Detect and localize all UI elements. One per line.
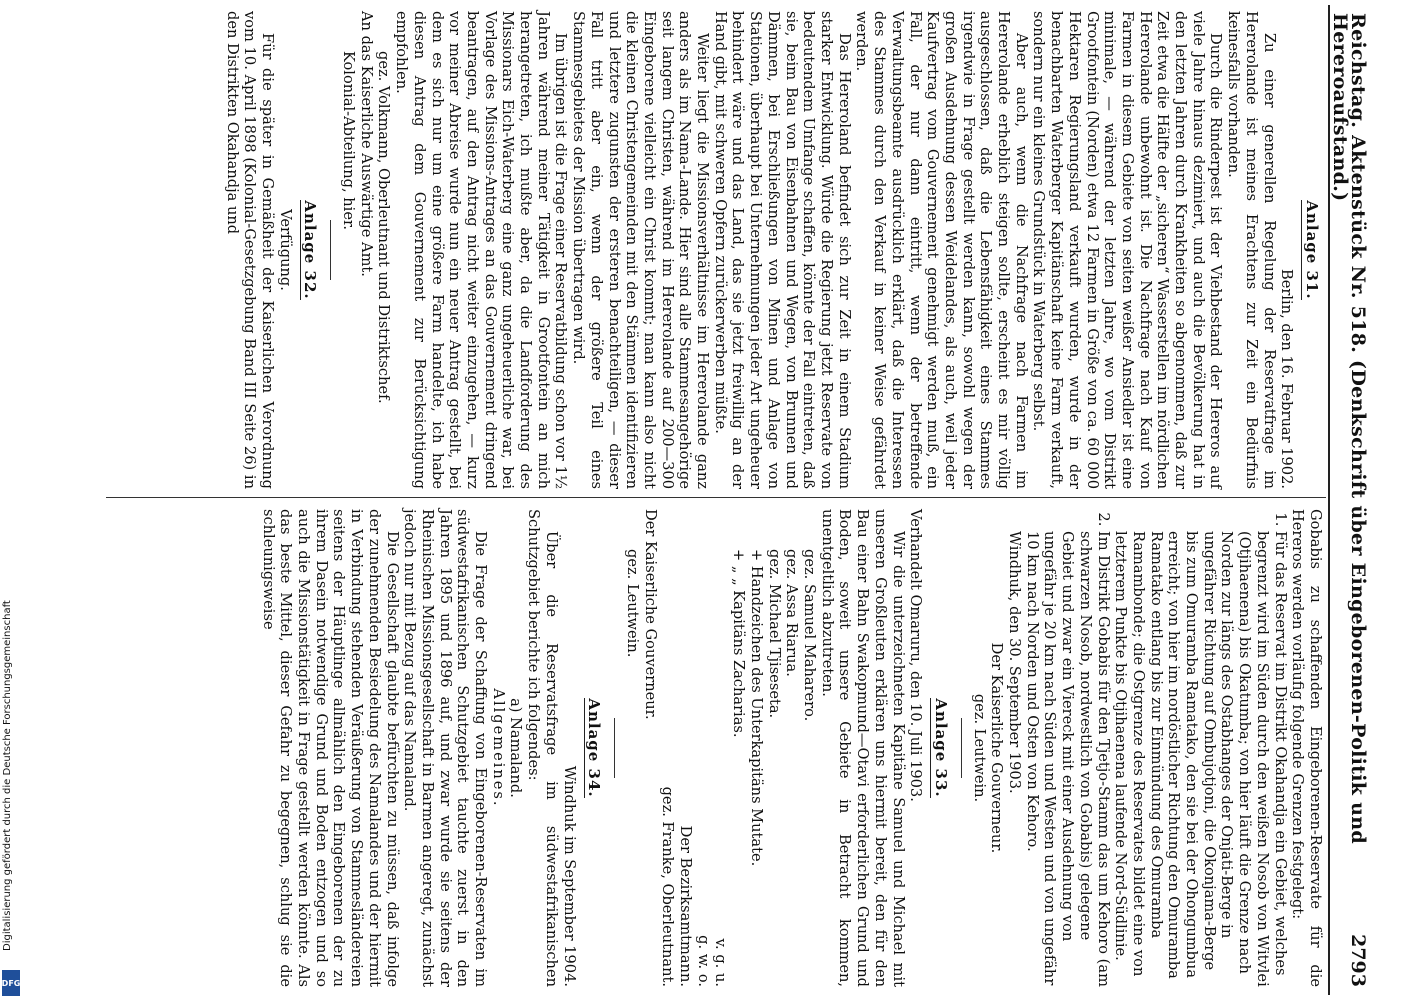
anlage-32-heading: Anlage 32. bbox=[301, 200, 320, 300]
page-header bbox=[1328, 5, 1374, 995]
signature-line: + Handzeichen des Unterkapitäns Mutate. bbox=[747, 549, 765, 867]
signature-line: gez. Samuel Maharero. bbox=[801, 549, 819, 722]
separator bbox=[961, 718, 962, 778]
date-windhuk: Windhuk, den 30. September 1903. bbox=[1006, 531, 1024, 794]
digitalisation-note bbox=[2, 12, 24, 992]
gwo-note: g. w. o. bbox=[694, 935, 712, 987]
signature-leutwein: gez. Leutwein. bbox=[970, 693, 988, 803]
signature-31: gez. Volkmann, Oberleutnant und Distriktschef. bbox=[375, 51, 393, 404]
paragraph: Gobabis zu schaffenden Eingeborenen-Reservate für die Hereros werden vorläufig folgende Grenzen festgelegt: bbox=[1289, 509, 1324, 987]
list-item: 2. Im Distrikt Gobabis für den Tjetjo-Stamm das um Kehoro (am schwarzen Nosob, nordwestlich von Gobabis) gelegene Gebiet und zwar ein Viereck mit einer Ausdehnung von ungefähr je 20 km nach Süden und Westen und von ungefähr 10 km nach Norden und Osten von Kehoro. bbox=[1023, 531, 1112, 987]
signature-line: + „ „ Kapitäns Zacharias. bbox=[730, 549, 748, 738]
bezirksamtmann-title: Der Bezirksamtmann. bbox=[677, 825, 695, 987]
vgu-note: v. g. u. bbox=[712, 938, 730, 987]
date-33: Verhandelt Omaruru, den 10. Juli 1903. bbox=[907, 509, 925, 802]
date-31: Berlin, den 16. Februar 1902. bbox=[1278, 269, 1296, 489]
paragraph: Aber auch, wenn die Nachfrage nach Farmen im Hererolande erheblich steigen sollte, erscheint es mir völlig ausgeschlossen, daß die Lebensfähigkeit eines Stammes irgendwie in Frage gestellt werden kann, sowohl wegen der großen Ausdehnung dessen Weidelandes, als auch, weil jeder Kaufvertrag vom Gouvernement genehmigt werden muß, ein Fall, der nur dann eintritt, wenn der betreffende Verwaltungsbeamte ausdrücklich erklärt, daß die Interessen des Stammes durch den Verkauf in keiner Weise gefährdet werden. bbox=[853, 11, 1030, 489]
digitalisation-text: Digitalisierung gefördert durch die Deutsche Forschungsgemeinschaft bbox=[2, 600, 13, 951]
document-page bbox=[1, 5, 1374, 995]
paragraph: Zu einer generellen Regelung der Reservatfrage im Hererolande ist meines Erachtens zur Zeit ein Bedürfnis keinesfalls vorhanden. bbox=[1225, 11, 1278, 489]
paragraph: Die Frage der Schaffung von Eingeborenen-Reservaten im südwestafrikanischen Schutzgebiet tauchte zuerst in den Jahren 1895 und 1896 auf, und zwar wurde sie seitens der Rheinischen Missionsgesellschaft in Barmen angeregt, zunächst jedoch nur mit Bezug auf das Namaland. bbox=[401, 509, 490, 987]
anlage-33-heading: Anlage 33. bbox=[931, 698, 950, 798]
section-allgemeines: Allgemeines. bbox=[489, 688, 507, 808]
verfuegung-heading: Verfügung. bbox=[276, 209, 294, 291]
address-31: An das Kaiserliche Auswärtige Amt. bbox=[357, 11, 375, 277]
paragraph: Weiter liegt die Missionsverhältnisse im Hererolande ganz anders als im Nama-Lande. Hier sind alle Stammesangehörige seit langem Christen, während im Hererolande auf 200—300 Eingeborene vielleicht ein Christ kommt; man kann also nicht die kleinen Christengemeinden mit den Stämmen identifizieren und letztere zugunsten der ersteren benachteiligen, — dieser Fall tritt aber ein, wenn der größere Teil eines Stammesgebietes der Mission übertragen wird. bbox=[570, 11, 712, 489]
column-divider bbox=[106, 497, 1326, 498]
paragraph: Für die später in Gemäßheit der Kaiserlichen Verordnung vom 10. April 1898 (Kolonial-Gesetzgebung Band III Seite 26) in den Distrikten Okahandja und bbox=[223, 11, 276, 489]
left-column bbox=[223, 11, 1324, 489]
separator bbox=[614, 718, 615, 778]
signature-line: gez. Michael Tjiseseta. bbox=[765, 549, 783, 719]
list-item: 1. Für das Reservat im Distrikt Okahandja ein Gebiet, welches begrenzt wird im Süden durch den weißen Nosob von Witvlei (Otjihaenena) bis Okatumba; von hier läuft die Grenze nach Norden zur längs des Ostabhanges der Onjati-Berge in ungefährer Richtung auf Ombujotjoni, die Okonjama-Berge bis zum Omuramba Ramatako, den sie bei der Ohongumbua erreicht; von hier im nordöstlicher Richtung den Omuramba Ramatako entlang bis zur Einmündung des Omuramba Ramambonde; die Ostgrenze des Reservates bildet eine von letzterem Punkte bis Otjihaenena laufende Nord-Südlinie. bbox=[1112, 531, 1289, 987]
paragraph: Über die Reservatsfrage im südwestafrikanischen Schutzgebiet berichte ich folgendes: bbox=[525, 509, 560, 987]
separator bbox=[330, 220, 331, 280]
paragraph: Die Gesellschaft glaubte befürchten zu müssen, daß infolge der zunehmenden Besiedelung des Namalandes und der hiermit in Verbindung stehenden Veräußerung von Stammesländereien seitens der Häuptlinge allmählich den Eingeborenen der zu ihrem Dasein notwendige Grund und Boden entzogen und so auch die Missionstätigkeit in Frage gestellt werden könnte. Als das beste Mittel, dieser Gefahr zu begegnen, schlug sie die schleunigsweise bbox=[259, 509, 401, 987]
date-34: Windhuk im September 1904. bbox=[560, 765, 578, 987]
paragraph: Durch die Rinderpest ist der Viehbestand der Hereros auf viele Jahre hinaus dezimiert, und auch die Bevölkerung hat in den letzten Jahren durch Krankheiten so abgenommen, daß zur Zeit etwa die Hälfte der „sicheren“ Wasserstellen im nördlichen Hererolande unbewohnt ist. Die Nachfrage nach Kauf von Farmen in diesem Gebiete von seiten weißer Ansiedler ist eine minimale, — während der letzten Jahre, wo vom Distrikt Grootfontein (Norden) etwa 12 Farmen in Größe von ca. 60 000 Hektaren Regierungsland verkauft wurden, wurde in der benachbarten Waterberger Kapitänschaft keine Farm verkauft, sondern nur ein kleines Grundstück in Waterberg selbst. bbox=[1030, 11, 1225, 489]
page-number: 2793 bbox=[1347, 934, 1369, 987]
page-title: Reichstag. Aktenstück Nr. 518. (Denkschrift über Eingeborenen-Politik und Hereroaufstand.) bbox=[1329, 13, 1369, 844]
anlage-31-heading: Anlage 31. bbox=[1303, 200, 1321, 300]
anlage-34-heading: Anlage 34. bbox=[585, 698, 604, 798]
paragraph: Das Hereroland befindet sich zur Zeit in einem Stadium starker Entwicklung. Würde die Regierung jetzt Reservate von bedeutendem Umfange schaffen, könnte der Fall eintreten, daß sie, beim Bau von Eisenbahnen und Wegen, von Brunnen und Dämmen, bei Erschließungen von Minen und Anlage von Stationen, überhaupt bei Unternehmungen jeder Art ungeheuer behindert wäre und das Land, das sie jetzt freiwillig an der Hand gibt, mit schweren Opfern zurückerwerben müßte. bbox=[711, 11, 853, 489]
signature-franke: gez. Franke, Oberleutnant. bbox=[659, 786, 677, 987]
signature-leutwein-2: gez. Leutwein. bbox=[623, 549, 641, 658]
dfg-logo-text: DFG bbox=[1, 978, 21, 988]
right-column bbox=[259, 509, 1324, 987]
section-namaland: a) Namaland. bbox=[507, 698, 525, 798]
governor-title: Der Kaiserliche Gouverneur. bbox=[988, 642, 1006, 854]
governor-title-2: Der Kaiserliche Gouverneur. bbox=[641, 509, 659, 720]
paragraph: Im übrigen ist die Frage einer Reservatbildung schon vor 1½ Jahren während meiner Tätigkeit in Grootfontein an mich herangetreten, ich mußte aber, da die Landforderung des Missionars Eich-Waterberg eine ganz ungeheuerliche war, bei Vorlage des Missions-Antrages an das Gouvernement dringend beantragen, auf den Antrag nicht weiter einzugehen, — kurz vor meiner Abreise wurde nun ein neuer Antrag gestellt, bei dem es sich nur um eine größere Farm handelte, ich habe diesen Antrag dem Gouvernement zur Berücksichtigung empfohlen. bbox=[393, 11, 570, 489]
paragraph: Wir die unterzeichneten Kapitäne Samuel und Michael mit unseren Großleuten erklären uns hiermit bereit, den für den Bau einer Bahn Swakopmund—Otavi erforderlichen Grund und Boden, soweit unsere Gebiete in Betracht kommen, unentgeltlich abzutreten. bbox=[818, 509, 907, 987]
boundary-list bbox=[1023, 509, 1289, 987]
signature-line: gez. Assa Riarua. bbox=[783, 549, 801, 677]
address-31-dept: Kolonial-Abteilung, hier. bbox=[340, 51, 358, 230]
dfg-logo bbox=[2, 970, 20, 996]
